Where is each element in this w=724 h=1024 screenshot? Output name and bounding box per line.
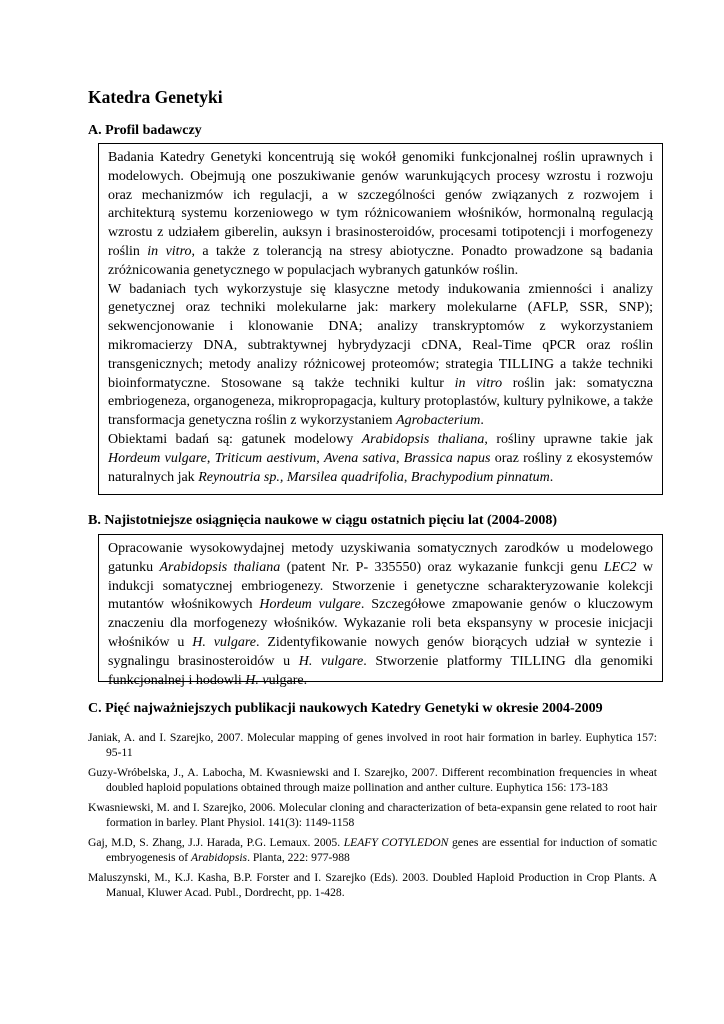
research-profile-paragraph-2: W badaniach tych wykorzystuje się klasyczne metody indukowania zmienności i analizy genetycznej oraz techniki molekularne jak: markery molekularne (AFLP, SSR, SNP); sekwencjonowanie i klonowanie DNA; analizy transkryptomów z wykorzystaniem mikromacierzy DNA, subtraktywnej hybrydyzacji cDNA, Real-Time qPCR oraz roślin transgenicznych; metody analizy różnicowej proteomów; strategia TILLING a także techniki bioinformatyczne. Stosowane są także techniki kultur in vitro roślin jak: somatyczna embriogeneza, organogeneza, mikropropagacja, kultury protoplastów, kultury pylnikowe, a także transformacja genetyczna roślin z wykorzystaniem Agrobacterium. xyxy=(108,281,654,429)
publication-item: Janiak, A. and I. Szarejko, 2007. Molecular mapping of genes involved in root hair formation in barley. Euphytica 157: 95-11 xyxy=(88,731,657,759)
research-profile-paragraph-1: Badania Katedry Genetyki koncentrują się wokół genomiki funkcjonalnej roślin uprawnych i modelowych. Obejmują one poszukiwanie genów warunkujących procesy wzrostu i rozwoju oraz mechanizmów ich regulacji, a w szczególności genów związanych z rozwojem i architekturą systemu korzeniowego w tym różnicowaniem włośników, hormonalną regulacją wzrostu z udziałem giberelin, auksyn i brasinosteroidów, procesami totipotencji i morfogenezy roślin in vitro, a także z tolerancją na stresy abiotyczne. Ponadto prowadzone są badania zróżnicowania genetycznego w populacjach wybranych gatunków roślin. xyxy=(108,150,654,278)
section-b-heading: B. Najistotniejsze osiągnięcia naukowe w ciągu ostatnich pięciu lat (2004-2008) xyxy=(88,513,557,528)
achievements-paragraph: Opracowanie wysokowydajnej metody uzyskiwania somatycznych zarodków u modelowego gatunku Arabidopsis thaliana (patent Nr. P- 335550) oraz wykazanie funkcji genu LEC2 w indukcji somatycznej embriogenezy. Stworzenie i genetyczne scharakteryzowanie kolekcji mutantów włośnikowych Hordeum vulgare. Szczegółowe zmapowanie genów o kluczowym znaczeniu dla morfogenezy włośników. Wykazanie roli beta ekspansyny w procesie inicjacji włośników u H. vulgare. Zidentyfikowanie nowych genów biorących udział w syntezie i sygnalingu brasinosteroidów u H. vulgare. Stworzenie platformy TILLING dla genomiki funkcjonalnej i hodowli H. vulgare. xyxy=(108,541,653,688)
page-title: Katedra Genetyki xyxy=(88,87,223,107)
section-a-heading: A. Profil badawczy xyxy=(88,123,202,138)
publication-item: Kwasniewski, M. and I. Szarejko, 2006. Molecular cloning and characterization of beta-expansin gene related to root hair formation in barley. Plant Physiol. 141(3): 1149-1158 xyxy=(88,801,657,829)
publication-list xyxy=(88,731,657,906)
achievements-box xyxy=(98,534,663,688)
publication-item: Maluszynski, M., K.J. Kasha, B.P. Forster and I. Szarejko (Eds). 2003. Doubled Haploid Production in Crop Plants. A Manual, Kluwer Acad. Publ., Dordrecht, pp. 1-428. xyxy=(88,871,657,899)
section-c-heading: C. Pięć najważniejszych publikacji naukowych Katedry Genetyki w okresie 2004-2009 xyxy=(88,701,603,716)
research-profile-box xyxy=(98,143,663,495)
publication-item: Guzy-Wróbelska, J., A. Labocha, M. Kwasniewski and I. Szarejko, 2007. Different recombination frequencies in wheat doubled haploid populations obtained through maize pollination and anther culture. Euphytica 156: 173-183 xyxy=(88,766,657,794)
publication-item: Gaj, M.D, S. Zhang, J.J. Harada, P.G. Lemaux. 2005. LEAFY COTYLEDON genes are essential for induction of somatic embryogenesis of Arabidopsis. Planta, 222: 977-988 xyxy=(88,836,657,864)
research-profile-paragraph-3: Obiektami badań są: gatunek modelowy Arabidopsis thaliana, rośliny uprawne takie jak Hordeum vulgare, Triticum aestivum, Avena sativa, Brassica napus oraz rośliny z ekosystemów naturalnych jak Reynoutria sp., Marsilea quadrifolia, Brachypodium pinnatum. xyxy=(108,431,654,485)
